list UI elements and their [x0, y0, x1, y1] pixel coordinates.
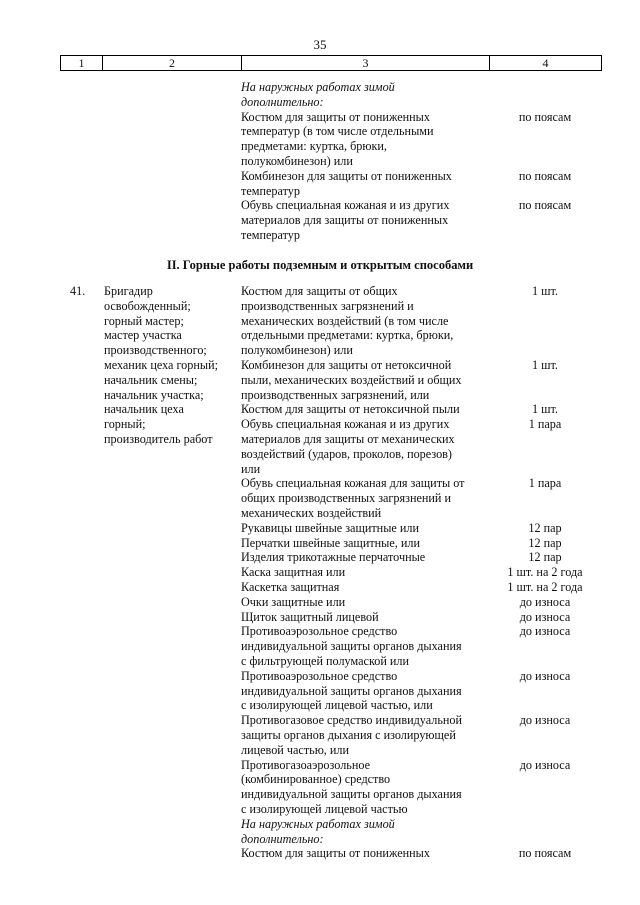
item-norm: 1 шт. — [532, 358, 558, 372]
item-name: Обувь специальная кожаная и из других материалов для защиты от пониженных температур — [241, 198, 450, 242]
item-name: Противогазовое средство индивидуальной защиты органов дыхания с изолирующей лицевой частью, или — [241, 713, 463, 757]
item-name: Противогазоаэрозольное (комбинированное) средство индивидуальной защиты органов дыхания с изолирующей лицевой частью — [241, 757, 462, 816]
section-note: На наружных работах зимой дополнительно: — [241, 80, 395, 109]
item-norm: 1 шт. на 2 года — [507, 565, 583, 580]
section-note: На наружных работах зимой дополнительно: — [241, 816, 395, 846]
item-norm: до износа — [519, 624, 571, 639]
item-norm: до износа — [519, 713, 571, 728]
item-norm: 12 пар — [528, 550, 562, 565]
item-norm: по поясам — [518, 109, 572, 124]
item-name: Противоаэрозольное средство индивидуальной защиты органов дыхания с изолирующей лицевой частью, или — [241, 668, 462, 713]
item-name: Рукавицы швейные защитные или — [241, 520, 419, 535]
item-name: Перчатки швейные защитные, или — [241, 535, 421, 550]
item-norm: 1 шт. на 2 года — [507, 580, 583, 594]
column-header-2: 2 — [103, 56, 242, 71]
item-norm: по поясам — [518, 846, 572, 861]
section-title: II. Горные работы подземным и открытым способами — [166, 258, 474, 272]
item-name: Комбинезон для защиты от нетоксичной пыли, механических воздействий и общих производственных загрязнений, или — [241, 358, 462, 402]
item-norm: 1 пара — [528, 476, 562, 491]
item-norm: 1 шт. — [532, 284, 558, 298]
item-name: Щиток защитный лицевой — [241, 609, 379, 624]
column-header-3: 3 — [242, 56, 490, 71]
item-norm: до износа — [519, 757, 571, 772]
page-number: 35 — [313, 37, 327, 52]
item-name: Изделия трикотажные перчаточные — [241, 550, 426, 565]
item-name: Комбинезон для защиты от пониженных температур — [241, 168, 452, 198]
column-header-table — [60, 55, 602, 71]
item-norm: по поясам — [518, 168, 572, 183]
item-norm: до износа — [519, 609, 571, 624]
column-header-4: 4 — [490, 56, 602, 71]
item-norm: 12 пар — [528, 535, 562, 550]
item-norm: 1 шт. — [532, 402, 558, 417]
item-name: Каскетка защитная — [241, 580, 340, 594]
item-norm: до износа — [519, 668, 571, 683]
item-name: Очки защитные или — [241, 594, 346, 609]
item-norm: 1 пара — [528, 417, 562, 432]
item-norm: до износа — [519, 594, 571, 609]
item-name: Обувь специальная кожаная и из других материалов для защиты от механических воздействий (ударов, проколов, порезов) или — [241, 417, 455, 476]
item-name: Обувь специальная кожаная для защиты от общих производственных загрязнений и механических воздействий — [241, 476, 465, 520]
item-norm: по поясам — [518, 198, 572, 213]
item-name: Костюм для защиты от пониженных — [241, 846, 430, 861]
entry-professions: Бригадир освобожденный; горный мастер; мастер участка производственного; механик цеха горный; начальник смены; начальник участка; начальник цеха горный; производитель работ — [104, 284, 218, 446]
item-name: Костюм для защиты от нетоксичной пыли — [241, 402, 460, 417]
item-norm: 12 пар — [528, 520, 562, 535]
item-name: Каска защитная или — [241, 565, 346, 580]
item-name: Противоаэрозольное средство индивидуальной защиты органов дыхания с фильтрующей полумаской или — [241, 624, 462, 668]
item-name: Костюм для защиты от общих производственных загрязнений и механических воздействий (в том числе отдельными предметами: куртка, брюки, полукомбинезон) или — [241, 284, 454, 358]
item-name: Костюм для защиты от пониженных температур (в том числе отдельными предметами: куртка, брюки, полукомбинезон) или — [241, 109, 434, 168]
entry-number: 41. — [70, 284, 86, 298]
column-header-1: 1 — [61, 56, 103, 71]
